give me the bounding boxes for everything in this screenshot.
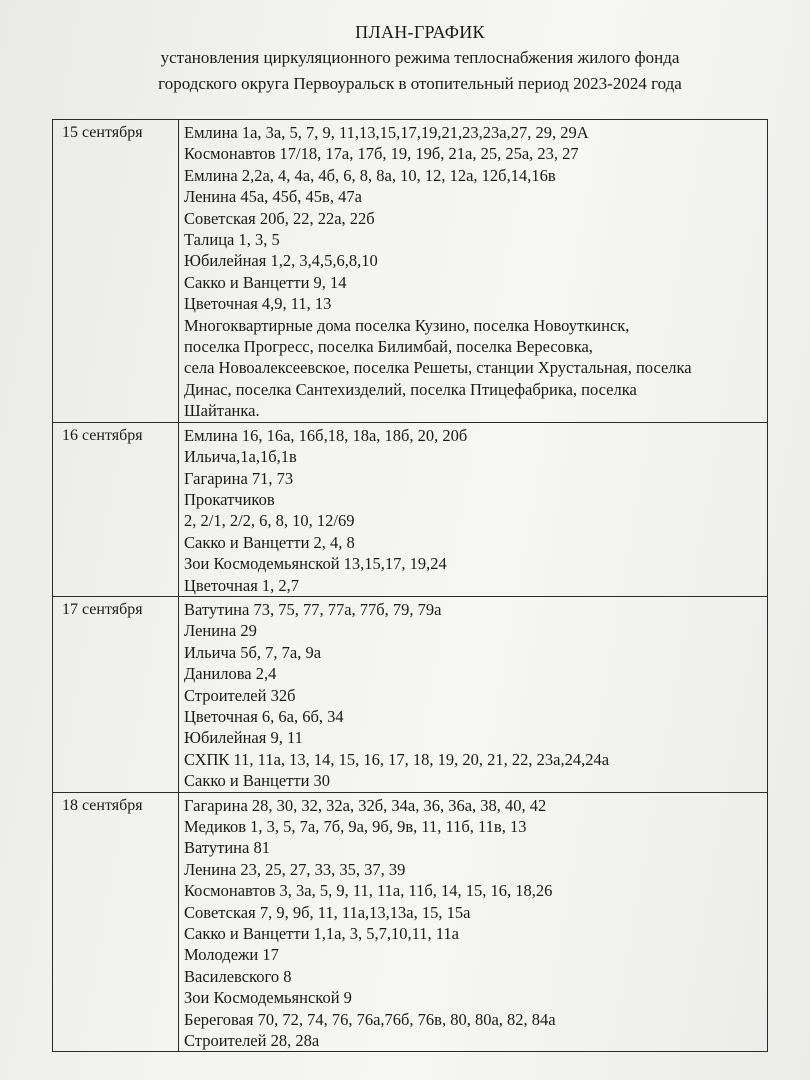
- schedule-row: [53, 422, 768, 596]
- document-subtitle-line: установления циркуляционного режима теплоснабжения жилого фонда: [160, 48, 680, 67]
- schedule-row: [53, 596, 768, 792]
- address-line: Ильича 5б, 7, 7а, 9а: [184, 642, 322, 662]
- address-line: Ленина 45а, 45б, 45в, 47а: [184, 187, 362, 207]
- document-title: ПЛАН-ГРАФИК: [355, 22, 485, 42]
- address-line: Ленина 29: [184, 621, 257, 641]
- schedule-date: 18 сентября: [53, 792, 179, 1052]
- document-header: [0, 20, 810, 96]
- address-line: Талица 1, 3, 5: [184, 230, 280, 250]
- address-line: Космонавтов 17/18, 17а, 17б, 19, 19б, 21а, 25, 25а, 23, 27: [184, 144, 579, 164]
- address-line: Космонавтов 3, 3а, 5, 9, 11, 11а, 11б, 14, 15, 16, 18,26: [184, 881, 553, 901]
- address-line: Динас, поселка Сантехизделий, поселка Птицефабрика, поселка: [184, 379, 637, 399]
- address-line: 2, 2/1, 2/2, 6, 8, 10, 12/69: [184, 511, 355, 531]
- address-line: Юбилейная 9, 11: [184, 728, 303, 748]
- address-line: Емлина 1а, 3а, 5, 7, 9, 11,13,15,17,19,21,23,23а,27, 29, 29А: [184, 123, 589, 142]
- schedule-date: 16 сентября: [53, 422, 179, 596]
- address-line: Сакко и Ванцетти 30: [184, 771, 331, 791]
- address-line: Цветочная 4,9, 11, 13: [184, 294, 332, 314]
- address-line: Строителей 32б: [184, 685, 296, 705]
- address-line: Строителей 28, 28а: [184, 1031, 320, 1051]
- address-line: Сакко и Ванцетти 9, 14: [184, 272, 347, 292]
- address-line: Гагарина 28, 30, 32, 32а, 32б, 34а, 36, 36а, 38, 40, 42: [184, 795, 547, 815]
- schedule-addresses: [179, 596, 768, 792]
- address-line: Данилова 2,4: [184, 664, 277, 684]
- schedule-date: 17 сентября: [53, 596, 179, 792]
- address-line: Советская 20б, 22, 22а, 22б: [184, 208, 375, 228]
- address-line: Береговая 70, 72, 74, 76, 76а,76б, 76в, 80, 80а, 82, 84а: [184, 1009, 556, 1029]
- schedule-table-body: [53, 120, 768, 1052]
- address-line: Зои Космодемьянской 13,15,17, 19,24: [184, 554, 447, 574]
- address-line: Зои Космодемьянской 9: [184, 988, 352, 1008]
- address-line: Ленина 23, 25, 27, 33, 35, 37, 39: [184, 859, 406, 879]
- address-line: Ильича,1а,1б,1в: [184, 447, 297, 467]
- address-line: Советская 7, 9, 9б, 11, 11а,13,13а, 15, 15а: [184, 902, 471, 922]
- schedule-row: [53, 120, 768, 423]
- address-line: Сакко и Ванцетти 1,1а, 3, 5,7,10,11, 11а: [184, 924, 459, 944]
- address-line: Цветочная 6, 6а, 6б, 34: [184, 706, 344, 726]
- address-line: Молодежи 17: [184, 945, 279, 965]
- address-line: Юбилейная 1,2, 3,4,5,6,8,10: [184, 251, 378, 271]
- address-line: Емлина 2,2а, 4, 4а, 4б, 6, 8, 8а, 10, 12, 12а, 12б,14,16в: [184, 165, 556, 185]
- schedule-date: 15 сентября: [53, 120, 179, 423]
- schedule-addresses: [179, 120, 768, 423]
- address-line: Прокатчиков: [184, 489, 275, 509]
- address-line: СХПК 11, 11а, 13, 14, 15, 16, 17, 18, 19, 20, 21, 22, 23а,24,24а: [184, 749, 610, 769]
- address-line: поселка Прогресс, поселка Билимбай, поселка Вересовка,: [184, 337, 593, 357]
- address-line: Гагарина 71, 73: [184, 468, 294, 488]
- address-line: Емлина 16, 16а, 16б,18, 18а, 18б, 20, 20б: [184, 425, 468, 445]
- address-line: Медиков 1, 3, 5, 7а, 7б, 9а, 9б, 9в, 11, 11б, 11в, 13: [184, 817, 527, 836]
- schedule-table: [52, 119, 768, 1052]
- schedule-addresses: [179, 422, 768, 596]
- address-line: Василевского 8: [184, 966, 292, 986]
- schedule-addresses: [179, 792, 768, 1052]
- address-line: Цветочная 1, 2,7: [184, 575, 300, 595]
- address-line: Ватутина 81: [184, 838, 270, 858]
- address-line: Многоквартирные дома поселка Кузино, поселка Новоуткинск,: [184, 315, 630, 335]
- address-line: Ватутина 73, 75, 77, 77а, 77б, 79, 79а: [184, 599, 442, 619]
- address-line: Шайтанка.: [184, 401, 260, 421]
- document-subtitle-line: городского округа Первоуральск в отопительный период 2023-2024 года: [158, 74, 682, 93]
- address-line: села Новоалексеевское, поселка Решеты, станции Хрустальная, поселка: [184, 358, 692, 378]
- address-line: Сакко и Ванцетти 2, 4, 8: [184, 532, 355, 552]
- schedule-row: [53, 792, 768, 1052]
